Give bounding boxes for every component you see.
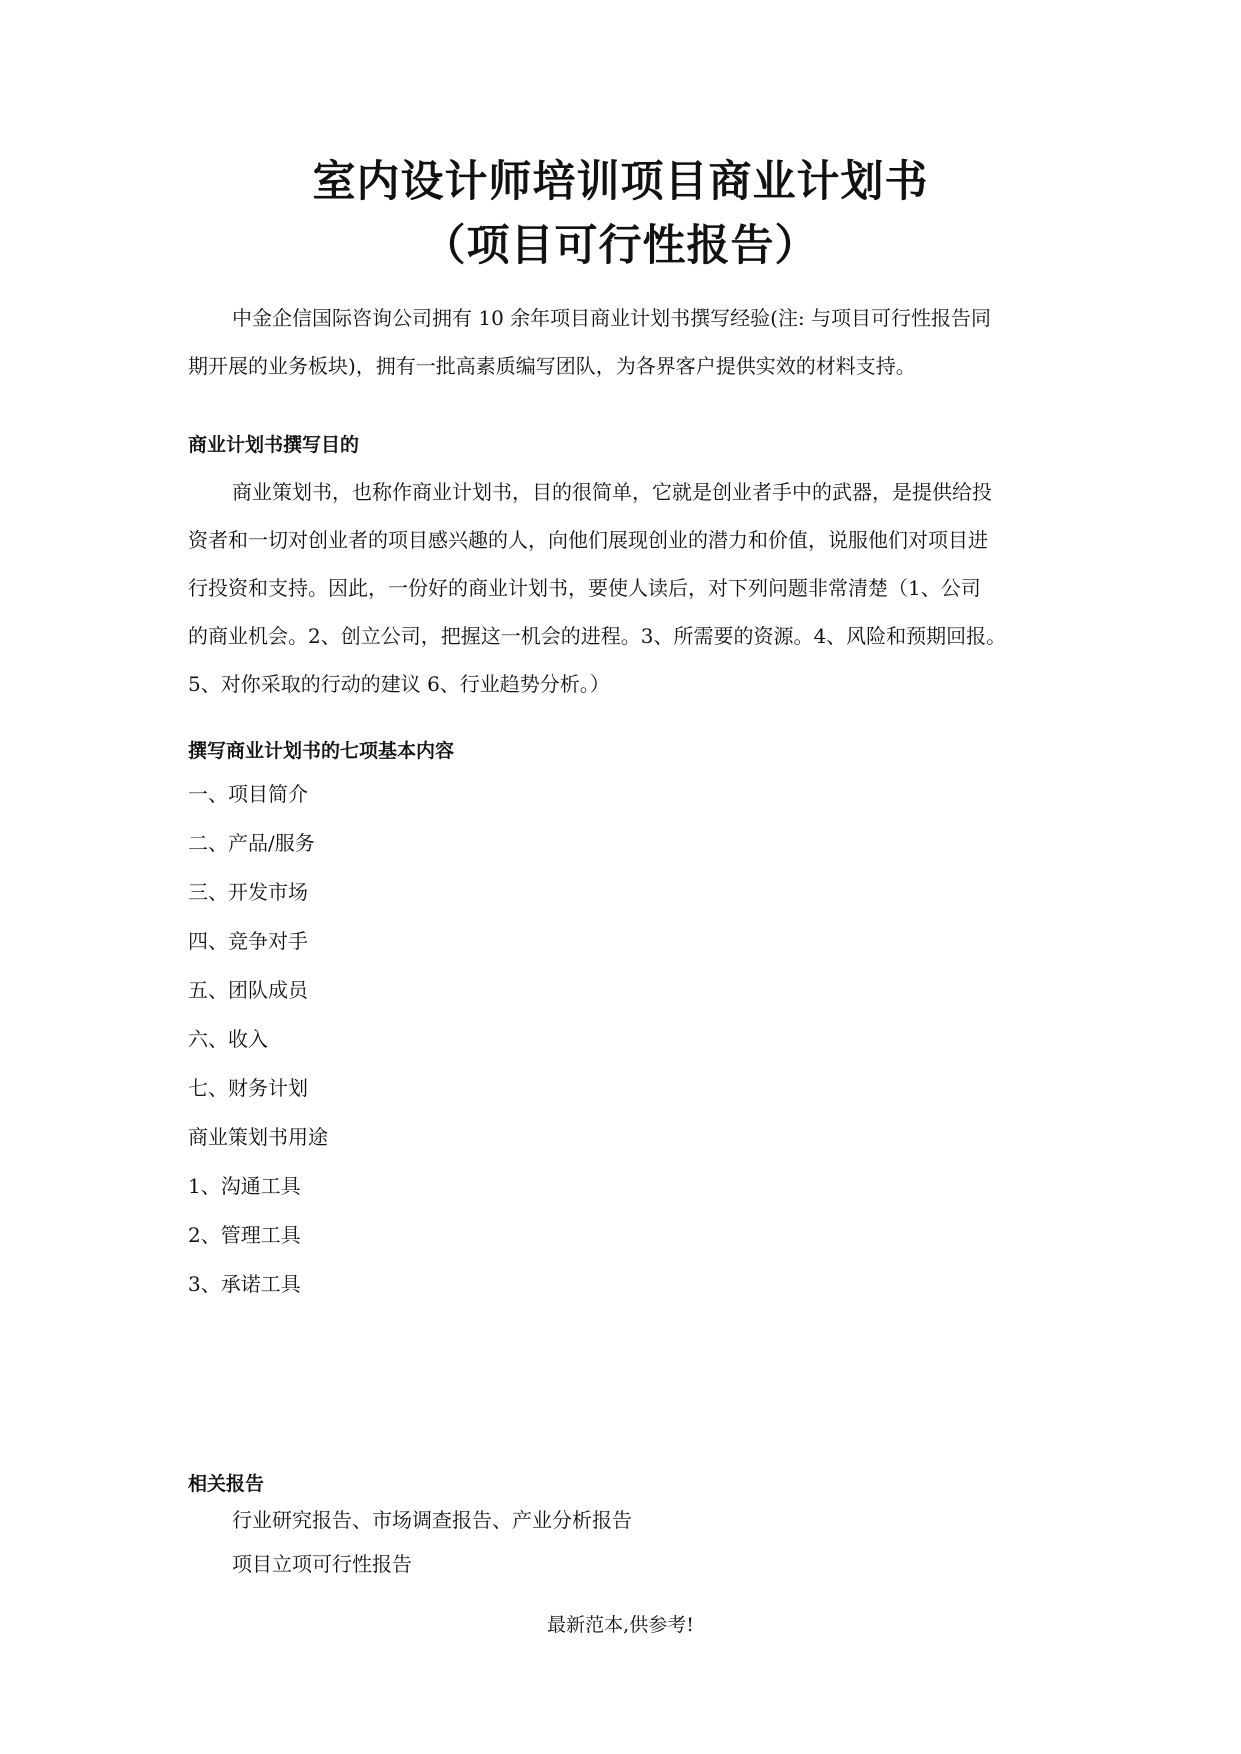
list-item: 六、收入 [188, 1027, 268, 1051]
purpose-paragraph [188, 468, 1058, 708]
purpose-line: 的商业机会。2、创立公司，把握这一机会的进程。3、所需要的资源。4、风险和预期回报。 [188, 624, 1007, 648]
list-item: 七、财务计划 [188, 1076, 308, 1100]
list-item: 五、团队成员 [188, 978, 308, 1002]
page-footer: 最新范本,供参考! [547, 1614, 694, 1636]
document-subtitle: （项目可行性报告） [422, 221, 819, 271]
list-item: 一、项目简介 [188, 782, 308, 806]
list-item: 项目立项可行性报告 [232, 1552, 412, 1576]
list-item: 二、产品/服务 [188, 831, 315, 855]
purpose-line: 行投资和支持。因此，一份好的商业计划书，要使人读后，对下列问题非常清楚（1、公司 [188, 576, 981, 600]
list-item: 三、开发市场 [188, 880, 308, 904]
list-item: 行业研究报告、市场调查报告、产业分析报告 [232, 1508, 632, 1532]
list-item: 2、管理工具 [188, 1223, 301, 1247]
list-item: 3、承诺工具 [188, 1272, 301, 1296]
intro-line: 期开展的业务板块)，拥有一批高素质编写团队，为各界客户提供实效的材料支持。 [188, 354, 916, 378]
list-item: 商业策划书用途 [188, 1125, 328, 1149]
contents-list [188, 770, 328, 1309]
intro-line: 中金企信国际咨询公司拥有 10 余年项目商业计划书撰写经验(注: 与项目可行性报告同 [232, 306, 992, 330]
purpose-line: 商业策划书，也称作商业计划书，目的很简单，它就是创业者手中的武器，是提供给投 [232, 480, 992, 504]
list-item: 1、沟通工具 [188, 1174, 301, 1198]
section-heading-related: 相关报告 [188, 1473, 265, 1495]
document-title: 室内设计师培训项目商业计划书 [312, 157, 929, 207]
list-item: 四、竞争对手 [188, 929, 308, 953]
section-heading-purpose: 商业计划书撰写目的 [188, 434, 360, 456]
intro-paragraph [188, 294, 1058, 390]
purpose-line: 5、对你采取的行动的建议 6、行业趋势分析。） [188, 672, 610, 696]
section-heading-contents: 撰写商业计划书的七项基本内容 [188, 740, 455, 762]
purpose-line: 资者和一切对创业者的项目感兴趣的人，向他们展现创业的潜力和价值，说服他们对项目进 [188, 528, 988, 552]
related-reports-list [232, 1498, 632, 1586]
